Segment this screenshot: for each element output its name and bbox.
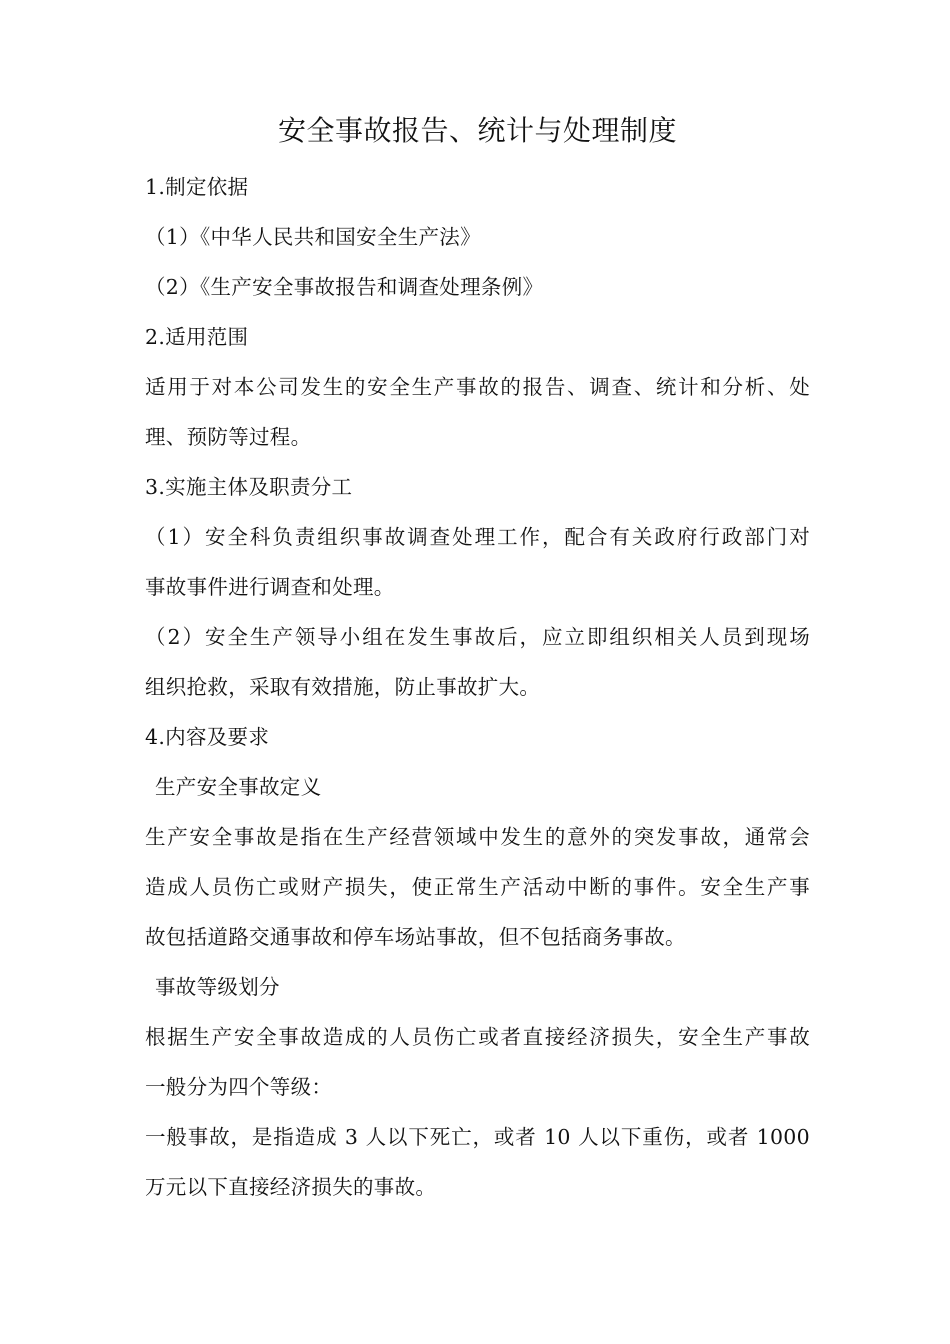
levels-line-2: 一般分为四个等级：	[145, 1075, 333, 1099]
responsibility-2-line-1: （2）安全生产领导小组在发生事故后，应立即组织相关人员到现场	[145, 625, 810, 649]
document-title: 安全事故报告、统计与处理制度	[277, 114, 677, 147]
responsibility-2-line-2: 组织抢救，采取有效措施，防止事故扩大。	[145, 675, 541, 699]
subheading-accident-definition: 生产安全事故定义	[155, 775, 322, 799]
section-heading-requirements: 4.内容及要求	[145, 725, 270, 749]
section-heading-responsibility: 3.实施主体及职责分工	[145, 475, 353, 499]
scope-text-line-2: 理、预防等过程。	[145, 425, 312, 449]
levels-line-1: 根据生产安全事故造成的人员伤亡或者直接经济损失，安全生产事故	[145, 1025, 810, 1049]
responsibility-1-line-1: （1）安全科负责组织事故调查处理工作，配合有关政府行政部门对	[145, 525, 810, 549]
section-heading-basis: 1.制定依据	[145, 175, 249, 199]
responsibility-1-line-2: 事故事件进行调查和处理。	[145, 575, 395, 599]
basis-item-1: （1）《中华人民共和国安全生产法》	[145, 225, 481, 249]
definition-line-1: 生产安全事故是指在生产经营领域中发生的意外的突发事故，通常会	[145, 825, 810, 849]
definition-line-2: 造成人员伤亡或财产损失，使正常生产活动中断的事件。安全生产事	[145, 875, 810, 899]
definition-line-3: 故包括道路交通事故和停车场站事故，但不包括商务事故。	[145, 925, 686, 949]
basis-item-2: （2）《生产安全事故报告和调查处理条例》	[145, 275, 544, 299]
section-heading-scope: 2.适用范围	[145, 325, 249, 349]
document-page	[145, 104, 810, 1212]
general-accident-line-2: 万元以下直接经济损失的事故。	[145, 1175, 437, 1199]
subheading-accident-levels: 事故等级划分	[155, 975, 280, 999]
scope-text-line-1: 适用于对本公司发生的安全生产事故的报告、调查、统计和分析、处	[145, 375, 810, 399]
general-accident-line-1: 一般事故，是指造成 3 人以下死亡，或者 10 人以下重伤，或者 1000	[145, 1125, 810, 1149]
